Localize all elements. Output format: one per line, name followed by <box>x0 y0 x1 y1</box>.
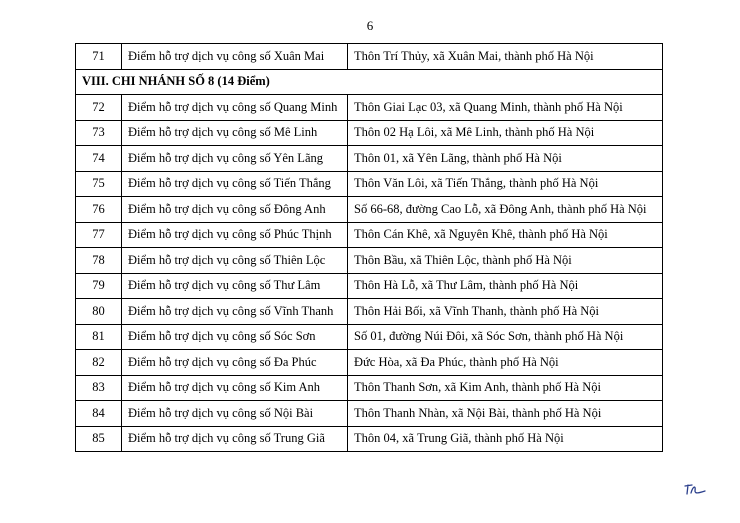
service-point-name: Điểm hỗ trợ dịch vụ công số Thư Lâm <box>122 273 348 299</box>
service-point-address: Thôn 01, xã Yên Lãng, thành phố Hà Nội <box>348 146 663 172</box>
row-number: 75 <box>76 171 122 197</box>
service-point-name: Điểm hỗ trợ dịch vụ công số Phúc Thịnh <box>122 222 348 248</box>
row-number: 74 <box>76 146 122 172</box>
service-point-address: Thôn Hà Lỗ, xã Thư Lâm, thành phố Hà Nội <box>348 273 663 299</box>
row-number: 77 <box>76 222 122 248</box>
table-row <box>76 375 663 401</box>
service-point-name: Điểm hỗ trợ dịch vụ công số Đông Anh <box>122 197 348 223</box>
service-point-address: Thôn Văn Lôi, xã Tiến Thắng, thành phố Hà Nội <box>348 171 663 197</box>
service-point-name: Điểm hỗ trợ dịch vụ công số Trung Giã <box>122 426 348 452</box>
service-point-name: Điểm hỗ trợ dịch vụ công số Tiến Thắng <box>122 171 348 197</box>
service-point-address: Thôn Hải Bối, xã Vĩnh Thanh, thành phố Hà Nội <box>348 299 663 325</box>
table-row <box>76 248 663 274</box>
row-number: 85 <box>76 426 122 452</box>
service-point-name: Điểm hỗ trợ dịch vụ công số Yên Lãng <box>122 146 348 172</box>
table-row <box>76 171 663 197</box>
service-point-name: Điểm hỗ trợ dịch vụ công số Sóc Sơn <box>122 324 348 350</box>
service-point-name: Điểm hỗ trợ dịch vụ công số Mê Linh <box>122 120 348 146</box>
service-point-address: Thôn 04, xã Trung Giã, thành phố Hà Nội <box>348 426 663 452</box>
row-number: 83 <box>76 375 122 401</box>
table-row <box>76 197 663 223</box>
row-number: 76 <box>76 197 122 223</box>
service-point-address: Số 01, đường Núi Đôi, xã Sóc Sơn, thành phố Hà Nội <box>348 324 663 350</box>
service-point-name: Điểm hỗ trợ dịch vụ công số Thiên Lộc <box>122 248 348 274</box>
service-point-address: Thôn Giai Lạc 03, xã Quang Minh, thành phố Hà Nội <box>348 95 663 121</box>
row-number: 79 <box>76 273 122 299</box>
table-row <box>76 299 663 325</box>
service-point-address: Thôn Thanh Nhàn, xã Nội Bài, thành phố Hà Nội <box>348 401 663 427</box>
table-row <box>76 146 663 172</box>
service-point-address: Thôn Trí Thủy, xã Xuân Mai, thành phố Hà Nội <box>348 44 663 70</box>
service-point-address: Thôn 02 Hạ Lôi, xã Mê Linh, thành phố Hà Nội <box>348 120 663 146</box>
table-row <box>76 401 663 427</box>
service-point-name: Điểm hỗ trợ dịch vụ công số Vĩnh Thanh <box>122 299 348 325</box>
service-points-table <box>75 43 663 452</box>
table-row <box>76 95 663 121</box>
row-number: 80 <box>76 299 122 325</box>
table-row <box>76 44 663 70</box>
section-header-row <box>76 69 663 95</box>
table-row <box>76 120 663 146</box>
service-point-address: Thôn Thanh Sơn, xã Kim Anh, thành phố Hà Nội <box>348 375 663 401</box>
service-point-name: Điểm hỗ trợ dịch vụ công số Nội Bài <box>122 401 348 427</box>
service-point-name: Điểm hỗ trợ dịch vụ công số Xuân Mai <box>122 44 348 70</box>
row-number: 71 <box>76 44 122 70</box>
service-point-address: Thôn Bầu, xã Thiên Lộc, thành phố Hà Nội <box>348 248 663 274</box>
row-number: 72 <box>76 95 122 121</box>
row-number: 84 <box>76 401 122 427</box>
service-point-name: Điểm hỗ trợ dịch vụ công số Quang Minh <box>122 95 348 121</box>
page-number: 6 <box>366 18 374 33</box>
table-row <box>76 222 663 248</box>
table-row <box>76 324 663 350</box>
service-point-address: Thôn Cán Khê, xã Nguyên Khê, thành phố Hà Nội <box>348 222 663 248</box>
row-number: 81 <box>76 324 122 350</box>
service-point-address: Số 66-68, đường Cao Lỗ, xã Đông Anh, thành phố Hà Nội <box>348 197 663 223</box>
service-point-name: Điểm hỗ trợ dịch vụ công số Kim Anh <box>122 375 348 401</box>
row-number: 82 <box>76 350 122 376</box>
table-row <box>76 426 663 452</box>
row-number: 78 <box>76 248 122 274</box>
signature-initials-icon <box>683 482 709 496</box>
service-point-name: Điểm hỗ trợ dịch vụ công số Đa Phúc <box>122 350 348 376</box>
row-number: 73 <box>76 120 122 146</box>
table-row <box>76 273 663 299</box>
table-body <box>76 44 663 452</box>
service-point-address: Đức Hòa, xã Đa Phúc, thành phố Hà Nội <box>348 350 663 376</box>
section-title: VIII. CHI NHÁNH SỐ 8 (14 Điểm) <box>76 69 663 95</box>
table-row <box>76 350 663 376</box>
